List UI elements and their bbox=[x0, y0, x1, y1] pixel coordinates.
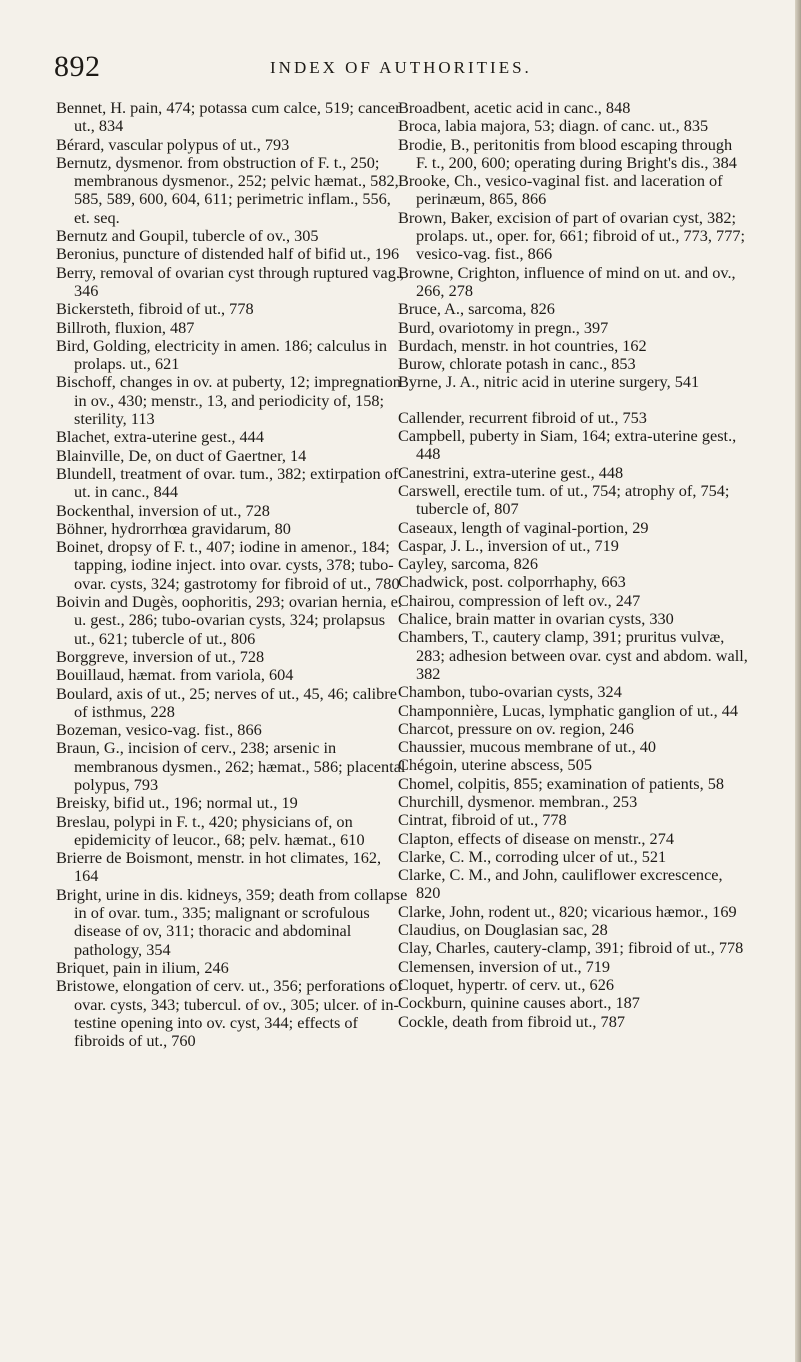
index-entry: Breslau, polypi in F. t., 420; physicians of, on epidemicity of leucor., 68; pelv. hæmat., 610 bbox=[56, 811, 365, 849]
index-entry: Bernutz, dysmenor. from obstruction of F. t., 250; membranous dysmenor., 252; pelvic hæmat., 582, 585, 589, 600, 604, 611; perimetric inflam., 556, et. seq. bbox=[56, 152, 399, 227]
index-entry: Braun, G., incision of cerv., 238; arsenic in membranous dysmen., 262; hæmat., 586; placental polypus, 793 bbox=[56, 738, 406, 794]
index-entry: Bérard, vascular polypus of ut., 793 bbox=[56, 134, 290, 154]
index-entry: Chaussier, mucous membrane of ut., 40 bbox=[398, 737, 656, 757]
page-edge bbox=[795, 0, 801, 1362]
index-entry: Charcot, pressure on ov. region, 246 bbox=[398, 718, 634, 738]
index-entry: Cloquet, hypertr. of cerv. ut., 626 bbox=[398, 974, 614, 994]
index-entry: Cintrat, fibroid of ut., 778 bbox=[398, 810, 567, 830]
index-entry: Beronius, puncture of distended half of bifid ut., 196 bbox=[56, 244, 400, 264]
index-entry: Broadbent, acetic acid in canc., 848 bbox=[398, 98, 631, 117]
index-entry: Chalice, brain matter in ovarian cysts, 330 bbox=[398, 609, 674, 629]
index-entry: Bouillaud, hæmat. from variola, 604 bbox=[56, 665, 294, 685]
group-separator bbox=[398, 392, 748, 409]
index-entry: Cockle, death from fibroid ut., 787 bbox=[398, 1011, 625, 1031]
index-entry: Burd, ovariotomy in pregn., 397 bbox=[398, 317, 609, 337]
index-entry: Bickersteth, fibroid of ut., 778 bbox=[56, 299, 254, 319]
index-entry: Blainville, De, on duct of Gaertner, 14 bbox=[56, 445, 307, 465]
index-entry: Cayley, sarcoma, 826 bbox=[398, 554, 539, 574]
index-entry: Brown, Baker, excision of part of ovarian cyst, 382; prolaps. ut., oper. for, 661; fibroid of ut., 773, 777; vesico-vag. fist., 866 bbox=[398, 207, 746, 264]
index-entry: Burdach, menstr. in hot countries, 162 bbox=[398, 335, 647, 355]
index-entry: Champonnière, Lucas, lymphatic ganglion of ut., 44 bbox=[398, 700, 739, 720]
index-entry: Churchill, dysmenor. membran., 253 bbox=[398, 791, 638, 811]
index-entry: Blachet, extra-uterine gest., 444 bbox=[56, 427, 264, 447]
index-group-b bbox=[398, 99, 748, 392]
index-entry: Claudius, on Douglasian sac, 28 bbox=[398, 920, 608, 940]
index-entry: Clarke, John, rodent ut., 820; vicarious hæmor., 169 bbox=[398, 901, 737, 921]
index-entry: Bockenthal, inversion of ut., 728 bbox=[56, 500, 270, 520]
index-entry: Bristowe, elongation of cerv. ut., 356; perforations of ovar. cysts, 343; tubercul. of ov., 305; ulcer. of intestine opening into ov. cyst, 344; effects of fibroids of ut., 760 bbox=[56, 976, 403, 1051]
page-number: 892 bbox=[54, 50, 101, 83]
index-entry: Chomel, colpitis, 855; examination of patients, 58 bbox=[398, 773, 725, 793]
index-entry: Bischoff, changes in ov. at puberty, 12; impregnation in ov., 430; menstr., 13, and periodicity of, 158; sterility, 113 bbox=[56, 372, 401, 429]
index-entry: Clarke, C. M., and John, cauliflower excrescence, 820 bbox=[398, 865, 723, 903]
index-entry: Clay, Charles, cautery-clamp, 391; fibroid of ut., 778 bbox=[398, 938, 744, 958]
index-entry: Burow, chlorate potash in canc., 853 bbox=[398, 354, 636, 374]
index-entry: Chairou, compression of left ov., 247 bbox=[398, 590, 641, 610]
index-column-right bbox=[398, 99, 748, 1031]
index-entry: Campbell, puberty in Siam, 164; extra-uterine gest., 448 bbox=[398, 426, 737, 464]
index-entry: Canestrini, extra-uterine gest., 448 bbox=[398, 462, 624, 482]
index-entry: Chégoin, uterine abscess, 505 bbox=[398, 755, 592, 775]
index-entry: Brierre de Boismont, menstr. in hot climates, 162, 164 bbox=[56, 848, 382, 886]
index-entry: Borggreve, inversion of ut., 728 bbox=[56, 646, 265, 666]
index-entry: Clarke, C. M., corroding ulcer of ut., 521 bbox=[398, 846, 667, 866]
index-entry: Boivin and Dugès, oophoritis, 293; ovarian hernia, e. u. gest., 286; tubo-ovarian cysts, 324; prolapsus ut., 621; tubercle of ut., 806 bbox=[56, 592, 402, 648]
index-entry: Clemensen, inversion of ut., 719 bbox=[398, 956, 611, 976]
index-entry: Bernutz and Goupil, tubercle of ov., 305 bbox=[56, 226, 319, 246]
index-entry: Breisky, bifid ut., 196; normal ut., 19 bbox=[56, 793, 298, 813]
index-entry: Brooke, Ch., vesico-vaginal fist. and laceration of perinæum, 865, 866 bbox=[398, 171, 723, 209]
index-entry: Bright, urine in dis. kidneys, 359; death from collapse in of ovar. tum., 335; malignant or scrofulous disease of ov, 311; thoracic and abdominal pathology, 354 bbox=[56, 884, 408, 959]
index-entry: Brodie, B., peritonitis from blood escaping through F. t., 200, 600; operating during Bright's dis., 384 bbox=[398, 134, 737, 172]
index-entry: Bruce, A., sarcoma, 826 bbox=[398, 299, 555, 319]
index-entry: Byrne, J. A., nitric acid in uterine surgery, 541 bbox=[398, 372, 700, 392]
index-entry: Böhner, hydrorrhœa gravidarum, 80 bbox=[56, 518, 291, 538]
index-entry: Berry, removal of ovarian cyst through ruptured vag., 346 bbox=[56, 262, 404, 300]
index-entry: Chambers, T., cautery clamp, 391; pruritus vulvæ, 283; adhesion between ovar. cyst and abdom. wall, 382 bbox=[398, 627, 748, 683]
index-entry: Clapton, effects of disease on menstr., 274 bbox=[398, 828, 674, 848]
index-entry: Billroth, fluxion, 487 bbox=[56, 317, 195, 337]
index-entry: Briquet, pain in ilium, 246 bbox=[56, 957, 229, 977]
index-entry: Bozeman, vesico-vag. fist., 866 bbox=[56, 720, 262, 740]
index-entry: Caspar, J. L., inversion of ut., 719 bbox=[398, 535, 619, 555]
index-entry: Callender, recurrent fibroid of ut., 753 bbox=[398, 407, 647, 427]
index-column-left bbox=[56, 99, 408, 1050]
index-entry: Boulard, axis of ut., 25; nerves of ut., 45, 46; calibre of isthmus, 228 bbox=[56, 683, 397, 721]
page-header bbox=[54, 50, 769, 84]
index-entry: Bird, Golding, electricity in amen. 186; calculus in prolaps. ut., 621 bbox=[56, 335, 387, 374]
index-entry: Caseaux, length of vaginal-portion, 29 bbox=[398, 517, 649, 537]
running-head: INDEX OF AUTHORITIES. bbox=[270, 58, 532, 77]
index-group-c bbox=[398, 409, 748, 1031]
index-entry: Blundell, treatment of ovar. tum., 382; extirpation of ut. in canc., 844 bbox=[56, 463, 399, 502]
index-entry: Bennet, H. pain, 474; potassa cum calce, 519; cancer ut., 834 bbox=[56, 98, 401, 136]
index-entry: Boinet, dropsy of F. t., 407; iodine in amenor., 184; tapping, iodine inject. into ovar. cysts, 378; tubo-ovar. cysts, 324; gastrotomy for fibroid of ut., 780 bbox=[56, 537, 400, 593]
index-entry: Carswell, erectile tum. of ut., 754; atrophy of, 754; tubercle of, 807 bbox=[398, 480, 730, 519]
index-entry: Cockburn, quinine causes abort., 187 bbox=[398, 993, 640, 1013]
index-entry: Chadwick, post. colporrhaphy, 663 bbox=[398, 572, 626, 592]
index-entry: Chambon, tubo-ovarian cysts, 324 bbox=[398, 682, 622, 702]
index-entry: Broca, labia majora, 53; diagn. of canc. ut., 835 bbox=[398, 116, 709, 136]
index-entry: Browne, Crighton, influence of mind on ut. and ov., 266, 278 bbox=[398, 262, 736, 300]
